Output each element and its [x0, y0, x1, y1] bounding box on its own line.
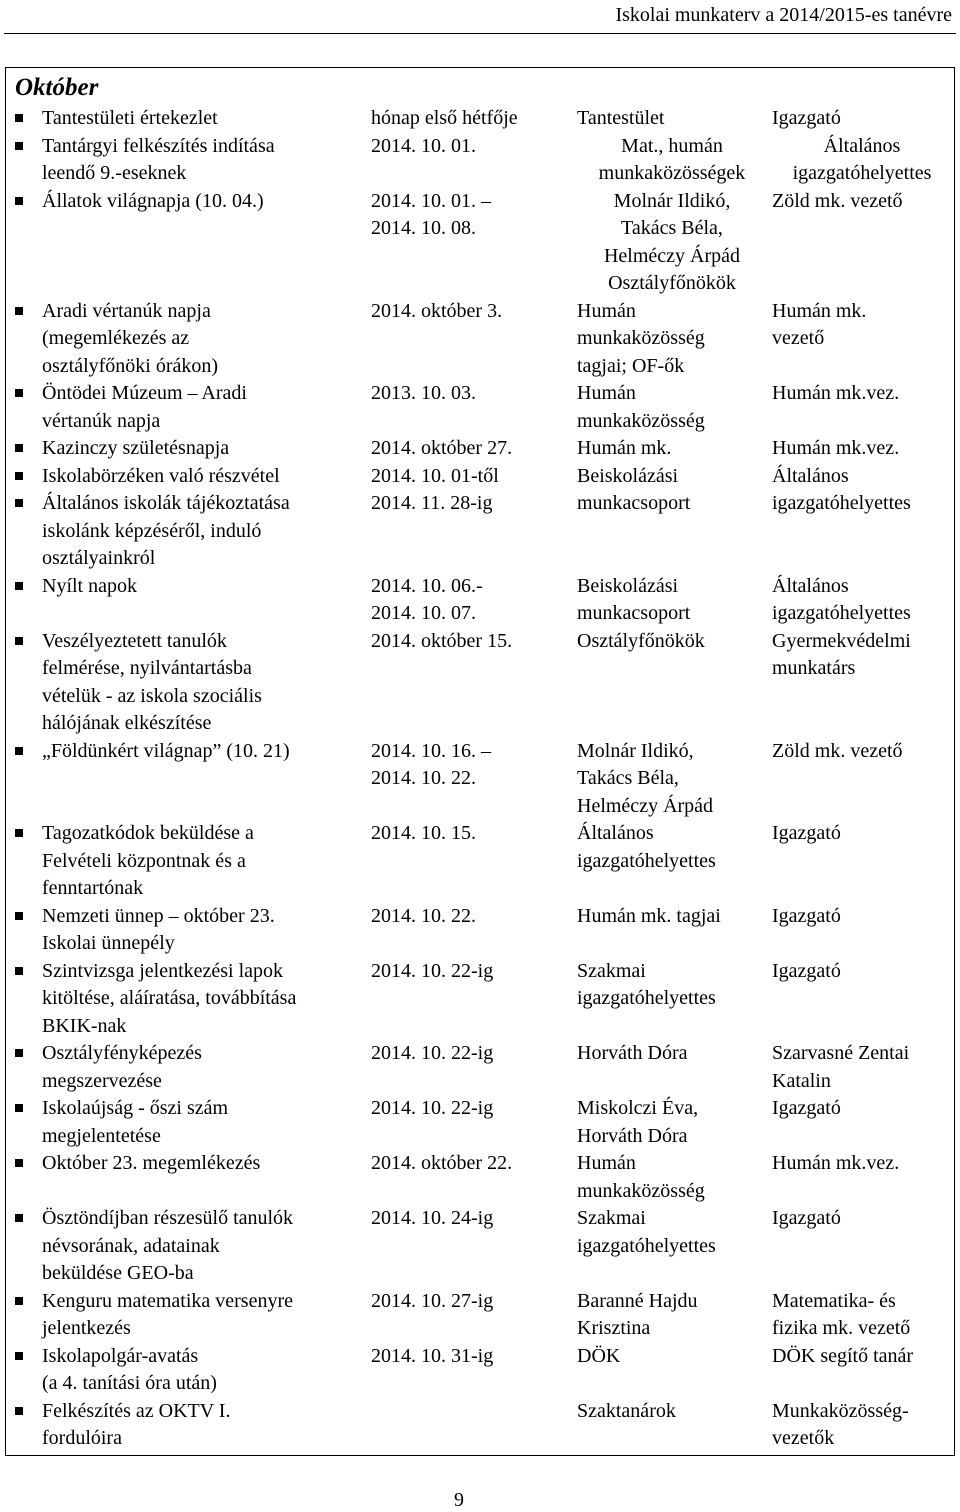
bullet-icon: [15, 1049, 23, 1057]
date-cell: 2014. 10. 31-ig: [371, 1344, 494, 1367]
bullet-icon: [15, 912, 23, 920]
supervisor-cell: Humán mk.vez.: [772, 382, 900, 404]
bullet-icon: [15, 114, 23, 122]
date-cell: 2014. 10. 16. – 2014. 10. 22.: [371, 739, 491, 789]
table-row: [0, 903, 960, 958]
table-row: [0, 188, 960, 298]
responsible-cell: Általános igazgatóhelyettes: [577, 822, 716, 872]
date-cell: 2014. 10. 06.- 2014. 10. 07.: [371, 574, 483, 624]
supervisor-cell: Humán mk.vez.: [772, 1152, 900, 1174]
responsible-cell: DÖK: [577, 1344, 621, 1367]
activity-cell: Kazinczy születésnapja: [42, 437, 230, 459]
date-cell: 2014. október 3.: [371, 299, 503, 322]
table-row: [0, 628, 960, 738]
date-cell: 2014. október 27.: [371, 437, 513, 459]
supervisor-cell: Humán mk.vez.: [772, 437, 900, 459]
supervisor-cell: Szarvasné Zentai Katalin: [772, 1042, 910, 1092]
activity-cell: Október 23. megemlékezés: [42, 1152, 261, 1174]
date-cell: 2014. 10. 15.: [371, 822, 476, 844]
activity-cell: Nyílt napok: [42, 574, 137, 597]
schedule-table: [0, 105, 960, 1453]
responsible-cell: Szakmai igazgatóhelyettes: [577, 959, 716, 1009]
responsible-cell: Horváth Dóra: [577, 1042, 688, 1064]
header-rule: [4, 33, 956, 34]
supervisor-cell: Munkaközösség- vezetők: [772, 1399, 909, 1449]
activity-cell: Öntödei Múzeum – Aradi vértanúk napja: [42, 382, 247, 432]
responsible-cell: Osztályfőnökök: [577, 629, 705, 652]
table-row: [0, 298, 960, 381]
activity-cell: Tagozatkódok beküldése a Felvételi központnak és a fenntartónak: [42, 822, 254, 899]
date-cell: 2014. 10. 01-től 2014. 11. 28-ig: [371, 464, 499, 514]
date-cell: 2014. október 15.: [371, 629, 513, 652]
document-header-title: Iskolai munkaterv a 2014/2015-es tanévre: [615, 4, 952, 26]
date-cell: 2014. 10. 01. – 2014. 10. 08.: [371, 189, 491, 239]
activity-cell: Osztályfényképezés megszervezése: [42, 1042, 202, 1092]
table-row: [0, 738, 960, 821]
bullet-icon: [15, 307, 23, 315]
activity-cell: Szintvizsga jelentkezési lapok kitöltése, aláíratása, továbbítása BKIK-nak: [42, 959, 297, 1037]
bullet-icon: [15, 389, 23, 397]
table-row: [0, 1205, 960, 1288]
bullet-icon: [15, 197, 23, 205]
bullet-icon: [15, 582, 23, 590]
activity-cell: Nemzeti ünnep – október 23. Iskolai ünnepély: [42, 904, 275, 954]
bullet-icon: [15, 142, 23, 150]
table-row: [0, 820, 960, 903]
table-row: [0, 1150, 960, 1205]
responsible-cell: Szakmai igazgatóhelyettes: [577, 1207, 716, 1257]
table-row: [0, 380, 960, 435]
bullet-icon: [15, 1104, 23, 1112]
supervisor-cell: Igazgató: [772, 822, 841, 844]
supervisor-cell: Igazgató: [772, 904, 841, 927]
supervisor-cell: Gyermekvédelmi munkatárs: [772, 629, 911, 679]
activity-cell: Iskolapolgár-avatás (a 4. tanítási óra után): [42, 1344, 217, 1394]
responsible-cell: Beiskolázási munkacsoport: [577, 464, 691, 514]
supervisor-cell: Igazgató: [772, 1097, 841, 1119]
responsible-cell: Beiskolázási munkacsoport: [577, 574, 691, 624]
activity-cell: Általános iskolák tájékoztatása iskolánk képzéséről, induló osztályainkról: [42, 492, 290, 569]
responsible-cell: Miskolczi Éva, Horváth Dóra: [577, 1097, 699, 1147]
date-cell: hónap első hétfője: [371, 107, 518, 129]
activity-cell: Tantestületi értekezlet: [42, 107, 218, 129]
table-row: [0, 435, 960, 463]
table-row: [0, 1398, 960, 1453]
date-cell: 2014. október 22.: [371, 1152, 513, 1174]
bullet-icon: [15, 499, 23, 507]
activity-cell: Ösztöndíjban részesülő tanulók névsorának, adatainak beküldése GEO-ba: [42, 1207, 294, 1284]
table-row: [0, 133, 960, 188]
bullet-icon: [15, 444, 23, 452]
responsible-cell: Tantestület: [577, 107, 665, 129]
responsible-cell: Molnár Ildikó, Takács Béla, Helméczy Árpád Osztályfőnökök: [603, 189, 741, 294]
date-cell: 2014. 10. 22-ig: [371, 1097, 494, 1119]
date-cell: 2014. 10. 01.: [371, 134, 476, 157]
responsible-cell: Humán mk. tagjai: [577, 904, 721, 927]
supervisor-cell: Igazgató: [772, 107, 841, 129]
activity-cell: Felkészítés az OKTV I. fordulóira: [42, 1399, 231, 1449]
responsible-cell: Mat., humán munkaközösségek: [598, 134, 746, 184]
date-cell: 2014. 10. 22-ig: [371, 1042, 494, 1064]
table-row: [0, 573, 960, 628]
table-row: [0, 1343, 960, 1398]
date-cell: 2014. 10. 22.: [371, 904, 476, 927]
table-row: [0, 105, 960, 133]
supervisor-cell: Általános igazgatóhelyettes: [772, 574, 911, 624]
page-number: 9: [454, 1489, 464, 1511]
bullet-icon: [15, 1159, 23, 1167]
supervisor-cell: Igazgató: [772, 1207, 841, 1229]
activity-cell: Állatok világnapja (10. 04.): [42, 189, 264, 212]
table-row: [0, 958, 960, 1041]
bullet-icon: [15, 747, 23, 755]
responsible-cell: Humán munkaközösség tagjai; OF-ők: [577, 299, 705, 377]
bullet-icon: [15, 1297, 23, 1305]
activity-cell: Tantárgyi felkészítés indítása leendő 9.-eseknek: [42, 134, 275, 184]
table-row: [0, 1288, 960, 1343]
activity-cell: Kenguru matematika versenyre jelentkezés: [42, 1289, 294, 1339]
table-row: [0, 463, 960, 573]
supervisor-cell: Általános igazgatóhelyettes: [792, 134, 932, 184]
supervisor-cell: Zöld mk. vezető: [772, 189, 903, 212]
activity-cell: „Földünkért világnap” (10. 21): [42, 739, 290, 762]
responsible-cell: Molnár Ildikó, Takács Béla, Helméczy Árpád: [577, 739, 714, 817]
table-row: [0, 1095, 960, 1150]
supervisor-cell: DÖK segítő tanár: [772, 1344, 914, 1367]
supervisor-cell: Általános igazgatóhelyettes: [772, 464, 911, 514]
bullet-icon: [15, 829, 23, 837]
month-heading: Október: [15, 74, 99, 101]
bullet-icon: [15, 967, 23, 975]
activity-cell: Iskolaújság - őszi szám megjelentetése: [42, 1097, 229, 1147]
bullet-icon: [15, 1407, 23, 1415]
responsible-cell: Szaktanárok: [577, 1399, 676, 1422]
bullet-icon: [15, 637, 23, 645]
activity-cell: Aradi vértanúk napja (megemlékezés az osztályfőnöki órákon): [42, 299, 219, 377]
activity-cell: Veszélyeztetett tanulók felmérése, nyilvántartásba vételük - az iskola szociális hálójának elkészítése: [42, 629, 262, 734]
supervisor-cell: Matematika- és fizika mk. vezető: [772, 1289, 911, 1339]
date-cell: 2013. 10. 03.: [371, 382, 476, 404]
table-row: [0, 1040, 960, 1095]
responsible-cell: Humán munkaközösség: [577, 382, 705, 432]
responsible-cell: Humán mk.: [577, 437, 672, 459]
supervisor-cell: Humán mk. vezető: [772, 299, 867, 349]
bullet-icon: [15, 1352, 23, 1360]
date-cell: 2014. 10. 27-ig: [371, 1289, 494, 1312]
date-cell: 2014. 10. 22-ig: [371, 959, 494, 982]
bullet-icon: [15, 1214, 23, 1222]
date-cell: 2014. 10. 24-ig: [371, 1207, 494, 1229]
activity-cell: Iskolabörzéken való részvétel: [42, 464, 280, 487]
supervisor-cell: Igazgató: [772, 959, 841, 982]
bullet-icon: [15, 472, 23, 480]
responsible-cell: Humán munkaközösség: [577, 1152, 705, 1202]
supervisor-cell: Zöld mk. vezető: [772, 739, 903, 762]
responsible-cell: Baranné Hajdu Krisztina: [577, 1289, 698, 1339]
